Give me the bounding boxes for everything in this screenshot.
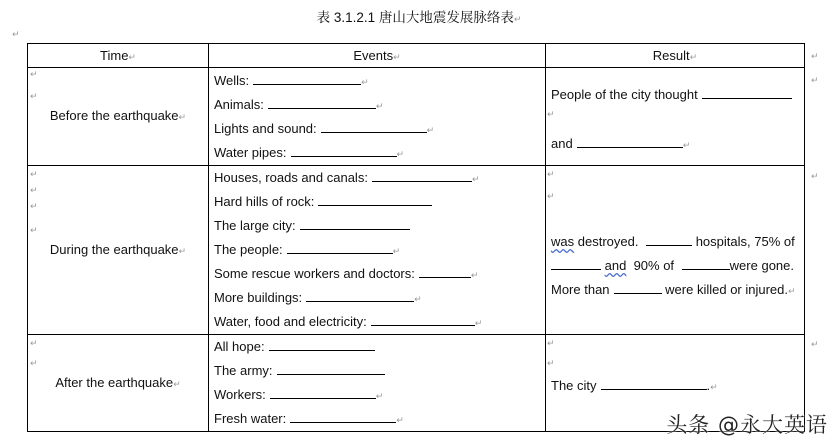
earthquake-timeline-table: [27, 43, 805, 432]
caption-text: 表 3.1.2.1 唐山大地震发展脉络表: [316, 10, 514, 25]
paragraph-mark-icon: ↵: [547, 170, 555, 180]
row-end-mark-icon: ↵: [811, 76, 819, 86]
answer-blank[interactable]: [290, 408, 396, 423]
paragraph-mark-icon: ↵: [547, 192, 555, 202]
event-item: Lights and sound: ↵: [209, 117, 545, 141]
answer-blank[interactable]: [291, 142, 397, 157]
answer-blank[interactable]: [277, 360, 385, 375]
event-item: Some rescue workers and doctors: ↵: [209, 262, 545, 286]
paragraph-mark-icon: ↵: [547, 110, 555, 120]
event-item: The large city:: [209, 214, 545, 238]
result-line: The city .↵: [551, 375, 718, 393]
event-item: Water, food and electricity: ↵: [209, 310, 545, 334]
event-item: Water pipes: ↵: [209, 141, 545, 165]
event-item: Houses, roads and canals: ↵: [209, 166, 545, 190]
header-time: Time↵: [28, 44, 209, 68]
answer-blank[interactable]: [300, 215, 410, 230]
time-label: After the earthquake↵: [55, 375, 181, 390]
table-row-during: [28, 166, 805, 335]
time-label: Before the earthquake↵: [49, 108, 187, 123]
paragraph-mark-icon: ↵: [30, 339, 38, 349]
answer-blank[interactable]: [371, 311, 475, 326]
answer-blank[interactable]: [270, 384, 376, 399]
row-end-mark-icon: ↵: [811, 52, 819, 62]
answer-blank[interactable]: [646, 231, 692, 246]
row-end-mark-icon: ↵: [811, 172, 819, 182]
table-caption: [0, 6, 838, 26]
answer-blank[interactable]: [253, 70, 361, 85]
paragraph-mark-icon: ↵: [30, 202, 38, 212]
answer-blank[interactable]: [287, 239, 393, 254]
header-row: [28, 44, 805, 68]
answer-blank[interactable]: [577, 133, 683, 148]
answer-blank[interactable]: [682, 255, 730, 270]
paragraph-mark-icon: ↵: [30, 226, 38, 236]
header-result: Result↵: [546, 44, 805, 68]
time-cell: [28, 68, 209, 166]
answer-blank[interactable]: [601, 375, 707, 390]
answer-blank[interactable]: [702, 84, 792, 99]
paragraph-mark-icon: ↵: [547, 339, 555, 349]
table-row-before: [28, 68, 805, 166]
result-line: and 90% of were gone.: [551, 255, 794, 273]
row-end-mark-icon: ↵: [811, 340, 819, 350]
result-cell: [546, 68, 805, 166]
paragraph-mark-icon: ↵: [30, 186, 38, 196]
event-item: The army:: [209, 359, 545, 383]
paragraph-mark-icon: ↵: [513, 15, 522, 25]
paragraph-mark-icon: ↵: [30, 70, 38, 80]
answer-blank[interactable]: [306, 287, 414, 302]
result-line: and ↵: [551, 133, 690, 151]
answer-blank[interactable]: [269, 336, 375, 351]
event-item: Wells: ↵: [209, 69, 545, 93]
event-item: More buildings: ↵: [209, 286, 545, 310]
paragraph-mark-icon: ↵: [30, 92, 38, 102]
answer-blank[interactable]: [419, 263, 471, 278]
header-events: Events↵: [209, 44, 546, 68]
time-cell: [28, 166, 209, 335]
events-cell: [209, 166, 546, 335]
answer-blank[interactable]: [372, 167, 472, 182]
result-line: More than were killed or injured.↵: [551, 279, 796, 297]
answer-blank[interactable]: [551, 255, 601, 270]
event-item: Hard hills of rock:: [209, 190, 545, 214]
event-item: Animals: ↵: [209, 93, 545, 117]
answer-blank[interactable]: [614, 279, 662, 294]
events-cell: [209, 68, 546, 166]
event-item: All hope:: [209, 335, 545, 359]
result-line: was destroyed. hospitals, 75% of: [551, 231, 795, 249]
event-item: Fresh water: ↵: [209, 407, 545, 431]
answer-blank[interactable]: [318, 191, 432, 206]
time-cell: [28, 335, 209, 432]
result-cell: [546, 166, 805, 335]
watermark: 头条 @永大英语: [666, 413, 828, 437]
event-item: Workers: ↵: [209, 383, 545, 407]
event-item: The people: ↵: [209, 238, 545, 262]
paragraph-mark-icon: ↵: [12, 30, 20, 40]
paragraph-mark-icon: ↵: [547, 359, 555, 369]
paragraph-mark-icon: ↵: [30, 359, 38, 369]
answer-blank[interactable]: [321, 118, 427, 133]
answer-blank[interactable]: [268, 94, 376, 109]
paragraph-mark-icon: ↵: [30, 170, 38, 180]
events-cell: [209, 335, 546, 432]
result-line: People of the city thought: [551, 84, 792, 102]
time-label: During the earthquake↵: [49, 242, 187, 257]
